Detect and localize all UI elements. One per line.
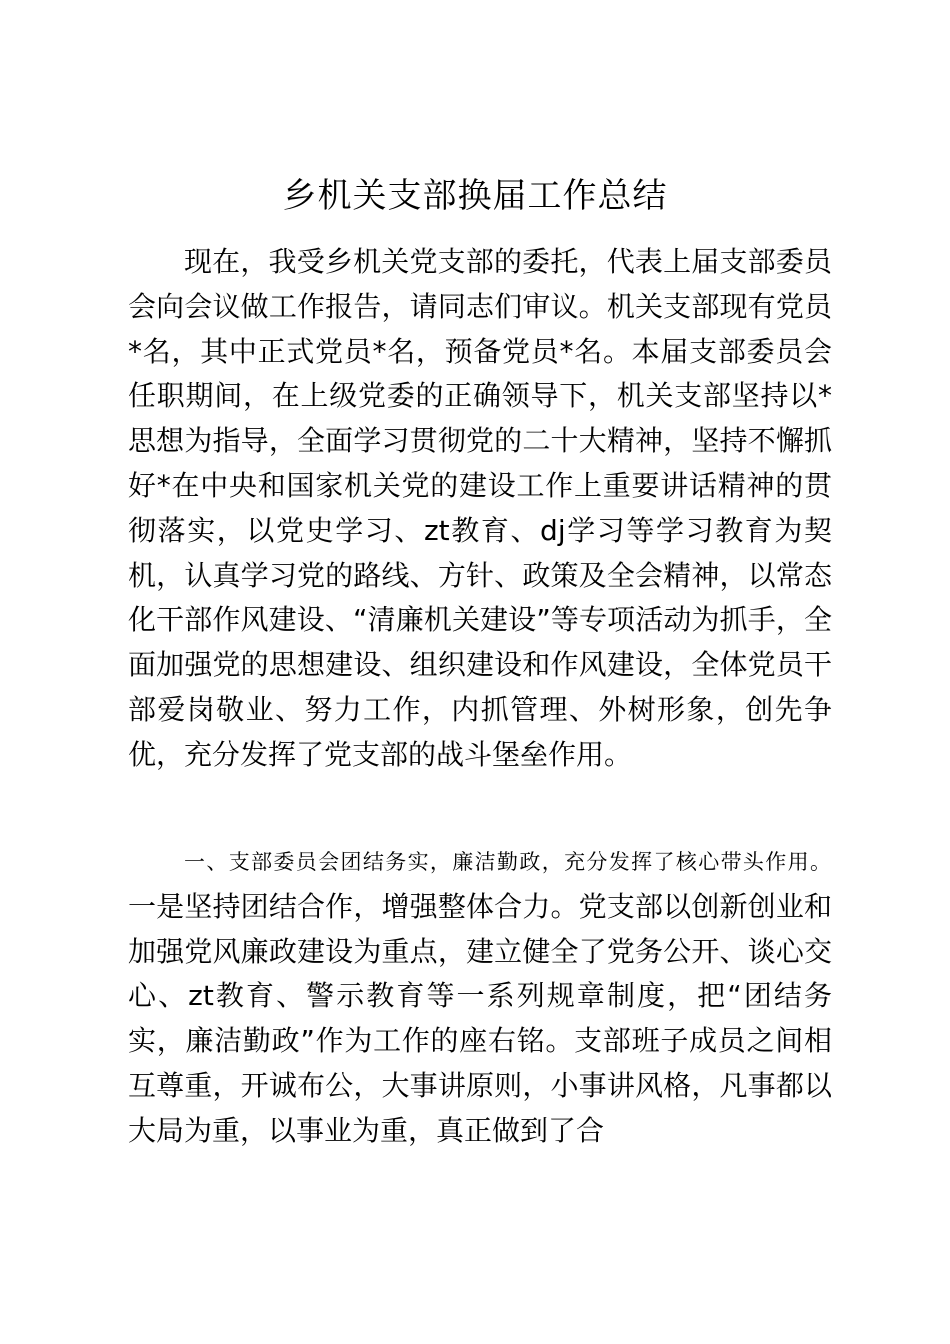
section-one-heading: 一、支部委员会团结务实，廉洁勤政，充分发挥了核心带头作用。 bbox=[184, 850, 832, 874]
paragraph-intro bbox=[128, 240, 832, 778]
paragraph-intro-text: 现在，我受乡机关党支部的委托，代表上届支部委员会向会议做工作报告，请同志们审议。机关支部现有党员*名，其中正式党员*名，预备党员*名。本届支部委员会任职期间，在上级党委的正确领导下，机关支部坚持以*思想为指导，全面学习贯彻党的二十大精神，坚持不懈抓好*在中央和国家机关党的建设工作上重要讲话精神的贯彻落实，以党史学习、zt教育、dj学习等学习教育为契机，认真学习党的路线、方针、政策及全会精神，以常态化干部作风建设、“清廉机关建设”等专项活动为抓手，全面加强党的思想建设、组织建设和作风建设，全体党员干部爱岗敬业、努力工作，内抓管理、外树形象，创先争优，充分发挥了党支部的战斗堡垒作用。 bbox=[128, 245, 832, 771]
document-title: 乡机关支部换届工作总结 bbox=[282, 176, 668, 216]
section-one-text: 一是坚持团结合作，增强整体合力。党支部以创新创业和加强党风廉政建设为重点，建立健全了党务公开、谈心交心、zt教育、警示教育等一系列规章制度，把“团结务实，廉洁勤政”作为工作的座右铭。支部班子成员之间相互尊重，开诚布公，大事讲原则，小事讲风格，凡事都以大局为重，以事业为重，真正做到了合 bbox=[128, 889, 832, 1147]
paragraph-section-one bbox=[128, 838, 832, 1154]
